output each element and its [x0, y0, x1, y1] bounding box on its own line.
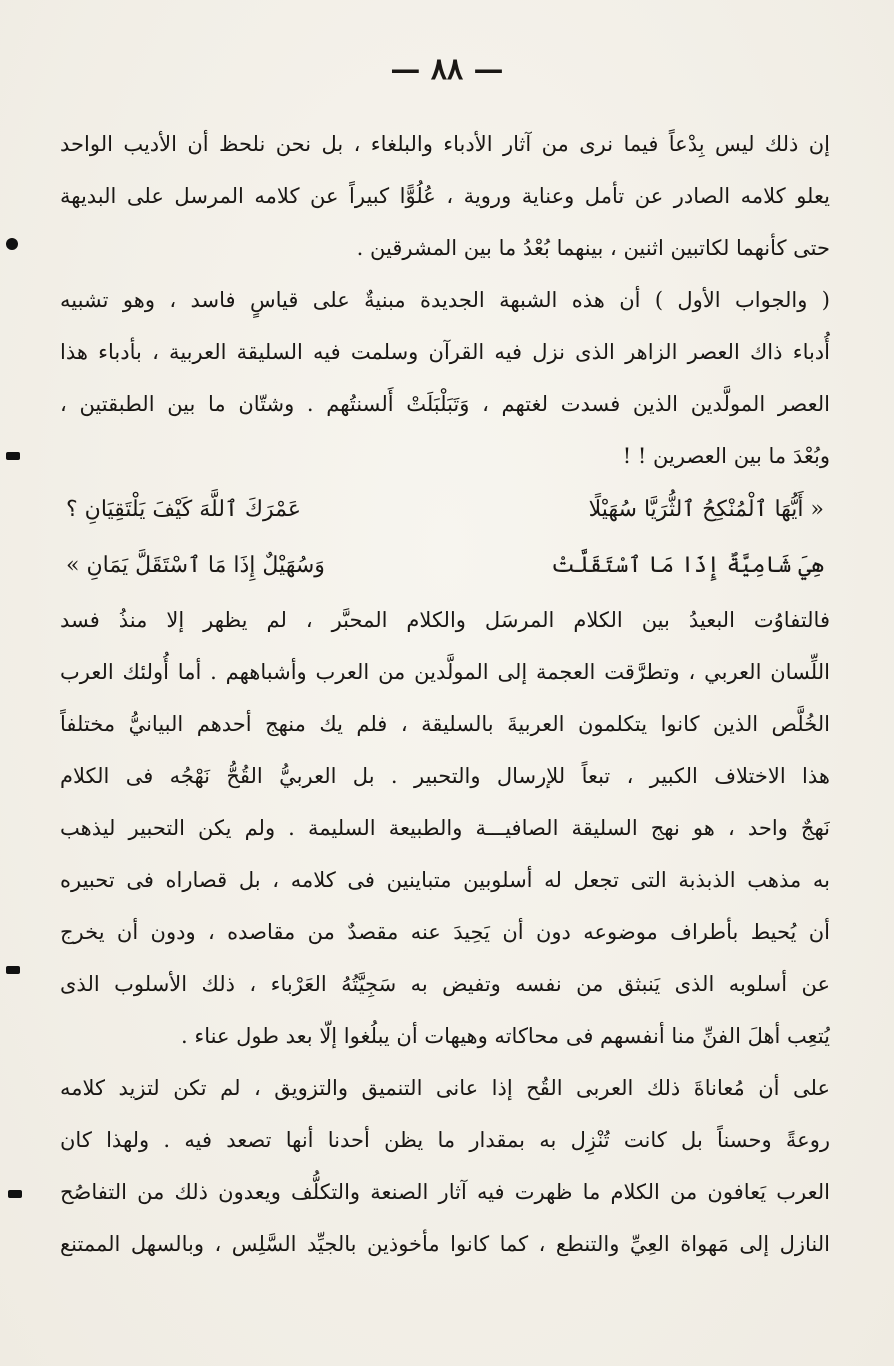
- poem-verse: [60, 482, 830, 538]
- margin-bullet-icon: [6, 238, 18, 250]
- text-line: ( والجواب الأول ) أن هذه الشبهة الجديدة مبنيةٌ على قياسٍ فاسد ، وهو تشبيه: [60, 288, 830, 312]
- text-line: أن يُحيط بأطراف موضوعه دون أن يَحِيدَ عنه مقصدٌ من مقاصده ، ودون أن يخرج: [60, 920, 830, 944]
- text-line: هذا الاختلاف الكبير ، تبعاً للإرسال والتحبير . بل العربيُّ القُحُّ نَهْجُه فى الكلام: [60, 764, 830, 788]
- text-line: إن ذلك ليس بِدْعاً فيما نرى من آثار الأدباء والبلغاء ، بل نحن نلحظ أن الأديب الواحد: [60, 132, 830, 156]
- text-line: يُتعِب أهلَ الفنِّ منا أنفسهم فى محاكاته وهيهات أن يبلُغوا إلّا بعد طول عناء .: [180, 1024, 830, 1048]
- text-line: على أن مُعاناةَ ذلك العربى القُح إذا عانى التنميق والتزويق ، لم تكن لتزيد كلامه: [60, 1076, 830, 1100]
- verse-hemistich: هِيَ شَامِيَّةٌ إِذَا مَا ٱسْتَقَلَّتْ: [551, 553, 824, 578]
- text-line: حتى كأنهما لكاتبين اثنين ، بينهما بُعْدُ ما بين المشرقين .: [356, 236, 830, 260]
- text-line: فالتفاوُت البعيدُ بين الكلام المرسَل والكلام المحبَّر ، لم يظهر إلا منذُ فسد: [60, 608, 830, 632]
- poem-verse: [60, 538, 830, 594]
- margin-arrow-icon: [6, 966, 20, 974]
- text-line: الخُلَّص الذين كانوا يتكلمون العربيةَ بالسليقة ، فلم يك منهج أحدهم البيانيُّ مختلفاً: [60, 712, 830, 736]
- text-line: النازل إلى مَهواة العِيِّ والتنطع ، كما كانوا مأخوذين بالجيِّد السَّلِس ، وبالسهل الممتنع: [60, 1232, 830, 1256]
- text-line: به مذهب الذبذبة التى تجعل له أسلوبين متباينين فى كلامه ، بل قصاراه فى تحبيره: [60, 868, 830, 892]
- text-line: أُدباء ذاك العصر الزاهر الذى نزل فيه القرآن وسلمت فيه السليقة العربية ، بأدباء هذا: [60, 340, 830, 364]
- text-line: نَهجٌ واحد ، هو نهج السليقة الصافيـــة والطبيعة السليمة . ولم يكن التحبير ليذهب: [60, 816, 830, 840]
- margin-arrow-icon: [6, 452, 20, 460]
- text-line: عن أسلوبه الذى يَنبثق من نفسه وتفيض به سَجِيَّتُهُ العَرْباء ، ذلك الأسلوب الذى: [60, 972, 830, 996]
- text-line: وبُعْدَ ما بين العصرين ! !: [622, 444, 830, 468]
- page-number: — ٨٨ —: [390, 52, 504, 87]
- margin-arrow-icon: [8, 1190, 22, 1198]
- text-line: العرب يَعافون من الكلام ما ظهرت فيه آثار الصنعة والتكلُّف ويعدون ذلك من التفاصُح: [60, 1180, 830, 1204]
- verse-hemistich: وَسُهَيْلٌ إِذَا مَا ٱسْتَقَلَّ يَمَانِ »: [66, 553, 325, 578]
- text-line: اللِّسان العربي ، وتطرَّقت العجمة إلى المولَّدين من العرب وأشباههم . أما أُولئك العرب: [60, 660, 830, 684]
- text-line: العصر المولَّدين الذين فسدت لغتهم ، وَتَبَلْبَلَتْ أَلسنتُهم . وشتّان ما بين الطبقتين ،: [60, 392, 830, 416]
- verse-hemistich: عَمْرَكَ ٱللَّهَ كَيْفَ يَلْتَقِيَانِ ؟: [66, 497, 301, 522]
- text-line: يعلو كلامه الصادر عن تأمل وعناية وروية ، عُلُوًّا كبيراً عن كلامه المرسل على البديهة: [60, 184, 830, 208]
- verse-hemistich: « أَيُّهَا ٱلْمُنْكِحُ ٱلثُّرَيَّا سُهَيْلًا: [588, 497, 824, 522]
- page-body-text: [60, 118, 830, 1270]
- text-line: روعةً وحسناً بل كانت تُنْزِل به بمقدار ما يظن أحدنا أنها تصعد فيه . ولهذا كان: [60, 1128, 830, 1152]
